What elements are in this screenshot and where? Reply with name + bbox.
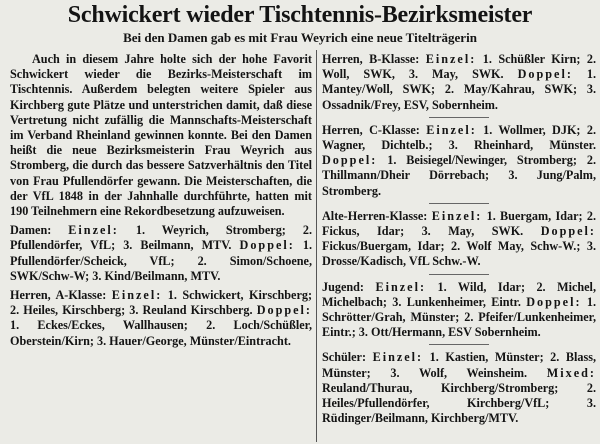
- article-headline: Schwickert wieder Tischtennis-Bezirksmeister: [67, 2, 533, 28]
- right-column: [322, 52, 596, 430]
- einzel-label: Einzel:: [372, 350, 424, 365]
- doppel-label: Doppel:: [256, 303, 312, 318]
- column-divider: [316, 50, 317, 442]
- einzel-results: 1. Buergam, Idar; 2. Fickus, Idar; 3. May, SWK.: [322, 208, 597, 239]
- section-divider: [429, 203, 489, 204]
- doppel-results: 1. Eckes/Eckes, Wallhausen; 2. Loch/Schüßler, Oberstein/Kirn; 3. Hauer/George, Münster/Eintracht.: [10, 318, 312, 348]
- section-divider: [429, 274, 489, 275]
- section-label: Herren, C-Klasse:: [322, 122, 420, 137]
- results-schueler: [322, 350, 596, 426]
- results-herren-c: [322, 123, 596, 199]
- einzel-label: Einzel:: [68, 223, 119, 238]
- section-divider: [429, 117, 489, 118]
- section-label: Herren, A-Klasse:: [10, 288, 107, 303]
- mixed-results: Reuland/Thurau, Kirchberg/Stromberg; 2. Heiles/Pfullendörfer, Kirchberg/VfL; 3. Rüdinger/Beilmann, Kirchberg/MTV.: [322, 380, 596, 426]
- einzel-results: 1. Wollmer, DJK; 2. Wagner, Dichtelb.; 3. Rheinhard, Münster.: [322, 122, 596, 153]
- einzel-results: 1. Kastien, Münster; 2. Blass, Münster; 3. Wolf, Weinsheim.: [322, 350, 597, 380]
- doppel-results: Fickus/Buergam, Idar; 2. Wolf May, Schw-W.; 3. Drosse/Kadisch, VfL Schw.-W.: [322, 239, 596, 269]
- results-herren-a: [10, 288, 312, 349]
- doppel-label: Doppel:: [322, 153, 378, 168]
- section-label: Damen:: [10, 223, 52, 238]
- einzel-label: Einzel:: [375, 279, 427, 294]
- einzel-results: 1. Weyrich, Stromberg; 2. Pfullendörfer, VfL; 3. Beilmann, MTV.: [10, 223, 312, 253]
- doppel-results: 1. Schrötter/Grah, Münster; 2. Pfeifer/Lunkenheimer, Eintr.; 3. Ott/Hermann, ESV Sobernheim.: [322, 294, 597, 340]
- section-label: Herren, B-Klasse:: [322, 52, 420, 66]
- einzel-label: Einzel:: [431, 208, 483, 223]
- einzel-label: Einzel:: [425, 52, 477, 66]
- doppel-label: Doppel:: [239, 238, 295, 253]
- section-label: Jugend:: [322, 279, 364, 294]
- einzel-results: 1. Wild, Idar; 2. Michel, Michelbach; 3. Lunkenheimer, Eintr.: [322, 279, 596, 309]
- doppel-label: Doppel:: [517, 67, 573, 82]
- einzel-label: Einzel:: [426, 122, 477, 137]
- doppel-label: Doppel:: [526, 294, 582, 309]
- doppel-results: 1. Mantey/Woll, SWK; 2. May/Kahrau, SWK; 3. Ossadnik/Frey, ESV, Sobernheim.: [322, 67, 597, 112]
- section-divider: [429, 344, 489, 345]
- einzel-results: 1. Schüßler Kirn; 2. Woll, SWK, 3. May, SWK.: [322, 52, 597, 82]
- results-alte-herren: [322, 209, 596, 270]
- doppel-label: Doppel:: [540, 224, 596, 239]
- article-intro: Auch in diesem Jahre holte sich der hohe Favorit Schwickert wieder die Bezirks-Meisterschaft im Tischtennis. Außerdem belegten weitere Spieler aus Kirchberg gute Plätze und unterstrichen damit, daß diese Vertretung nicht zufällig die Mannschafts-Meisterschaft im Verband Rheinland gewinnen konnte. Bei den Damen heißt die neue Bezirksmeisterin Frau Weyrich aus Stromberg, die durch das bessere Satzverhältnis den Titel von Frau Pfullendörfer gewann. Die Meisterschaften, die der VfL 1848 in der Jahnhalle durchführte, hatten mit 190 Teilnehmern eine Rekordbesetzung aufzuweisen.: [10, 52, 312, 219]
- doppel-results: 1. Pfullendörfer/Scheick, VfL; 2. Simon/Schoene, SWK/Schw-W; 3. Kind/Beilmann, MTV.: [10, 238, 312, 283]
- results-damen: [10, 223, 312, 284]
- doppel-results: 1. Beisiegel/Newinger, Stromberg; 2. Thillmann/Dheir Dörrebach; 3. Jung/Palm, Stromberg.: [322, 153, 596, 198]
- results-herren-b: [322, 52, 596, 113]
- results-jugend: [322, 280, 596, 341]
- einzel-label: Einzel:: [111, 288, 163, 303]
- section-label: Alte-Herren-Klasse:: [322, 208, 428, 223]
- section-label: Schüler:: [322, 350, 367, 365]
- left-column: [10, 52, 312, 353]
- mixed-label: Mixed:: [546, 365, 596, 380]
- article-subheadline: Bei den Damen gab es mit Frau Weyrich eine neue Titelträgerin: [123, 30, 477, 45]
- einzel-results: 1. Schwickert, Kirschberg; 2. Heiles, Kirschberg; 3. Reuland Kirschberg.: [10, 288, 313, 318]
